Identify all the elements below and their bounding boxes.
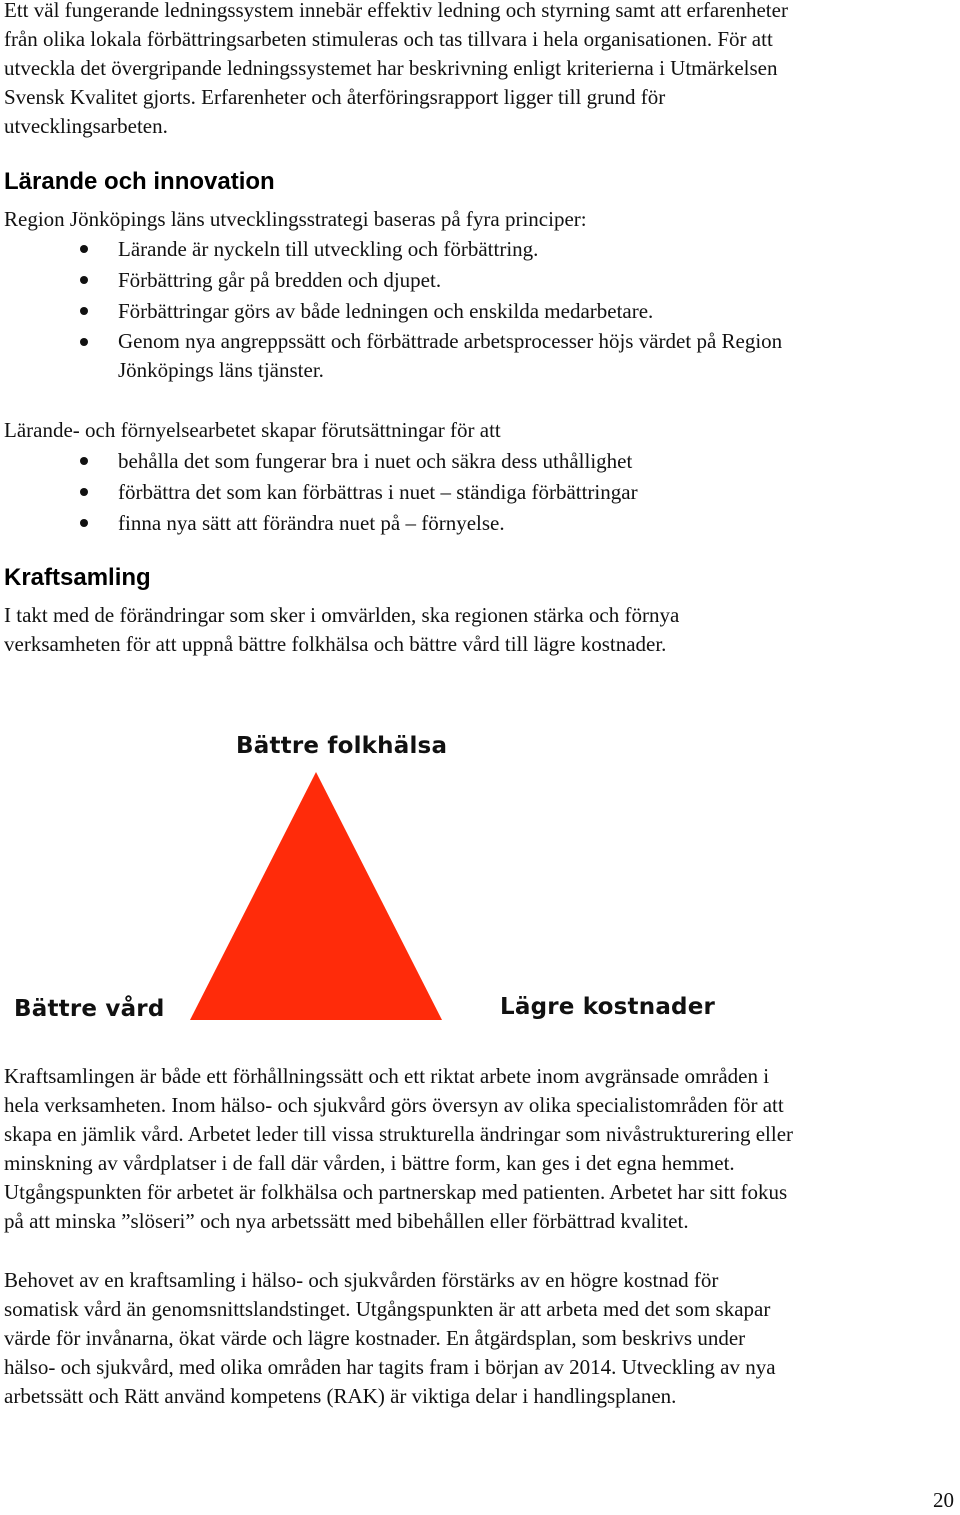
text-line: hälso- och sjukvård, med olika områden har tagits fram i början av 2014. Utveckling av nya — [4, 1355, 776, 1379]
section-heading-focus: Kraftsamling — [4, 564, 151, 591]
text-line: Behovet av en kraftsamling i hälso- och sjukvården förstärks av en högre kostnad för — [4, 1268, 719, 1292]
bullet-icon — [80, 338, 88, 346]
text-line: hela verksamheten. Inom hälso- och sjukvård görs översyn av olika specialistområden för att — [4, 1093, 784, 1117]
bullet-icon — [80, 488, 88, 496]
intro-paragraph — [4, 0, 956, 141]
list-item: finna nya sätt att förändra nuet på – förnyelse. — [0, 508, 940, 539]
principles-lead: Region Jönköpings läns utvecklingsstrategi baseras på fyra principer: — [4, 207, 587, 231]
goals-list — [0, 446, 940, 539]
bullet-icon — [80, 519, 88, 527]
list-item: förbättra det som kan förbättras i nuet – ständiga förbättringar — [0, 477, 940, 508]
list-item: behålla det som fungerar bra i nuet och säkra dess uthållighet — [0, 446, 940, 477]
text-line: Utgångspunkten för arbetet är folkhälsa och partnerskap med patienten. Arbetet har sitt fokus — [4, 1180, 788, 1204]
text-line: från olika lokala förbättringsarbeten stimuleras och tas tillvara i hela organisationen. För att — [4, 27, 773, 51]
bullet-icon — [80, 245, 88, 253]
principles-list — [0, 234, 940, 385]
diagram-label-right: Lägre kostnader — [500, 994, 716, 1020]
text-line: somatisk vård än genomsnittslandstinget. Utgångspunkten är att arbeta med det som skapar — [4, 1297, 771, 1321]
text-line: utveckla det övergripande ledningssystemet har beskrivning enligt kriterierna i Utmärkelsen — [4, 56, 778, 80]
text-line: verksamheten för att uppnå bättre folkhälsa och bättre vård till lägre kostnader. — [4, 632, 667, 656]
diagram-label-left: Bättre vård — [14, 996, 165, 1022]
focus-paragraph — [4, 601, 956, 659]
diagram-label-top: Bättre folkhälsa — [236, 733, 448, 759]
bullet-icon — [80, 307, 88, 315]
list-item: Förbättring går på bredden och djupet. — [0, 265, 940, 296]
text-line: på att minska ”slöseri” och nya arbetssätt med bibehållen eller förbättrad kvalitet. — [4, 1209, 689, 1233]
text-line: Svensk Kvalitet gjorts. Erfarenheter och återföringsrapport ligger till grund för — [4, 85, 666, 109]
text-line: I takt med de förändringar som sker i omvärlden, ska regionen stärka och förnya — [4, 603, 680, 627]
text-line: skapa en jämlik vård. Arbetet leder till vissa strukturella ändringar som nivåstrukturering eller — [4, 1122, 794, 1146]
page-number: 20 — [933, 1488, 954, 1512]
text-line: Kraftsamlingen är både ett förhållningssätt och ett riktat arbete inom avgränsade områden i — [4, 1064, 770, 1088]
body-paragraph-1 — [4, 1062, 956, 1236]
list-item: Lärande är nyckeln till utveckling och förbättring. — [0, 234, 940, 265]
body-paragraph-2 — [4, 1266, 956, 1411]
list-item: Genom nya angreppssätt och förbättrade arbetsprocesser höjs värdet på Region Jönköpings läns tjänster. — [0, 327, 940, 385]
text-line: utvecklingsarbeten. — [4, 114, 168, 138]
text-line: arbetssätt och Rätt använd kompetens (RAK) är viktiga delar i handlingsplanen. — [4, 1384, 677, 1408]
bullet-icon — [80, 276, 88, 284]
list-item: Förbättringar görs av både ledningen och enskilda medarbetare. — [0, 296, 940, 327]
section-heading-learning: Lärande och innovation — [4, 168, 275, 195]
bullet-icon — [80, 457, 88, 465]
triangle-shape — [188, 770, 444, 1022]
text-line: Ett väl fungerande ledningssystem innebär effektiv ledning och styrning samt att erfarenheter — [4, 0, 788, 22]
goals-lead: Lärande- och förnyelsearbetet skapar förutsättningar för att — [4, 418, 501, 442]
text-line: värde för invånarna, ökat värde och lägre kostnader. En åtgärdsplan, som beskrivs under — [4, 1326, 746, 1350]
text-line: minskning av vårdplatser i de fall där vården, i bättre form, kan ges i det egna hemmet. — [4, 1151, 735, 1175]
